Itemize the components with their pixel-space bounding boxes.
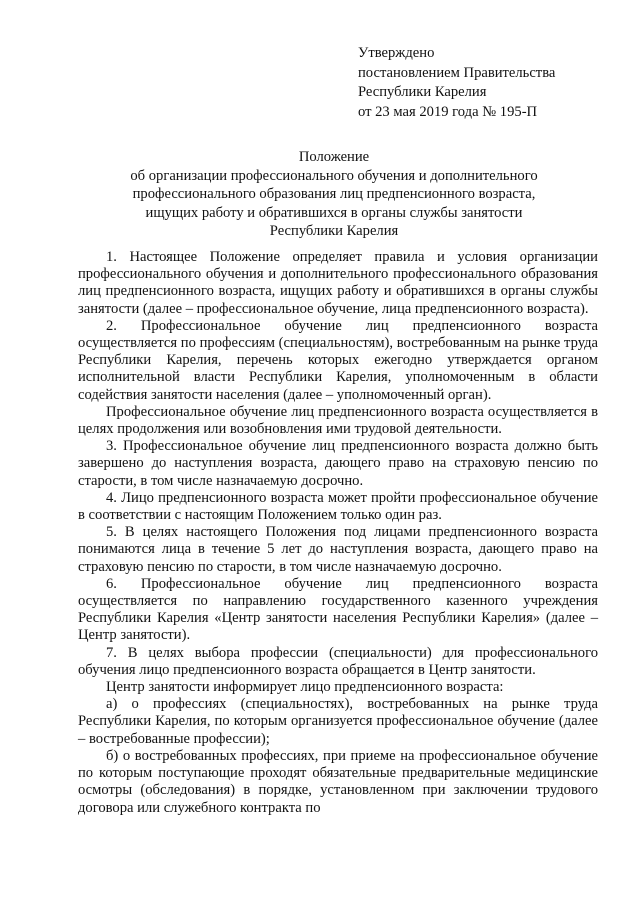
paragraph: 3. Профессиональное обучение лиц предпенсионного возраста должно быть завершено до наступления возраста, дающего право на страховую пенсию по старости, в том числе назначаемую досрочно. [78,438,598,489]
paragraph: 2. Профессиональное обучение лиц предпенсионного возраста осуществляется по профессиям (специальностям), востребованным на рынке труда Республики Карелия, перечень которых ежегодно утверждается органом исполнительной власти Республики Карелия, уполномоченным в области содействия занятости населения (далее – уполномоченный орган). [78,317,598,403]
document-body [78,249,598,817]
approval-line: постановлением Правительства [358,64,556,81]
paragraph: б) о востребованных профессиях, при приеме на профессиональное обучение по которым поступающие проходят обязательные предварительные медицинские осмотры (обследования) в порядке, установленном при заключении трудового договора или служебного контракта по [78,747,598,816]
title-line: ищущих работу и обратившихся в органы службы занятости [145,204,523,221]
paragraph: 5. В целях настоящего Положения под лицами предпенсионного возраста понимаются лица в течение 5 лет до наступления возраста, дающего право на страховую пенсию по старости, в том числе назначаемую досрочно. [78,524,598,575]
approval-line: Утверждено [358,45,435,61]
approval-line: от 23 мая 2019 года № 195-П [358,103,538,120]
paragraph: 1. Настоящее Положение определяет правила и условия организации профессионального обучения и дополнительного профессионального образования лиц предпенсионного возраста, ищущих работу и обратившихся в органы службы занятости (далее – профессиональное обучение, лица предпенсионного возраста). [78,249,598,317]
document-title [70,148,598,241]
title-line: об организации профессионального обучения и дополнительного [130,167,538,184]
title-line: Республики Карелия [269,223,399,239]
paragraph: 7. В целях выбора профессии (специальности) для профессионального обучения лицо предпенсионного возраста обращается в Центр занятости. [78,644,598,678]
paragraph: а) о профессиях (специальностях), востребованных на рынке труда Республики Карелия, по которым организуется профессиональное обучение (далее – востребованные профессии); [78,696,598,747]
approval-stamp [358,44,628,122]
title-line: профессионального образования лиц предпенсионного возраста, [132,186,536,202]
approval-line: Республики Карелия [358,84,487,100]
paragraph: 6. Профессиональное обучение лиц предпенсионного возраста осуществляется по направлению государственного казенного учреждения Республики Карелия «Центр занятости населения Республики Карелия» (далее – Центр занятости). [78,575,598,644]
paragraph: Центр занятости информирует лицо предпенсионного возраста: [106,679,504,696]
paragraph: 4. Лицо предпенсионного возраста может пройти профессиональное обучение в соответствии с настоящим Положением только один раз. [78,489,598,524]
title-heading: Положение [298,149,370,165]
paragraph: Профессиональное обучение лиц предпенсионного возраста осуществляется в целях продолжения или возобновления ими трудовой деятельности. [78,403,598,438]
